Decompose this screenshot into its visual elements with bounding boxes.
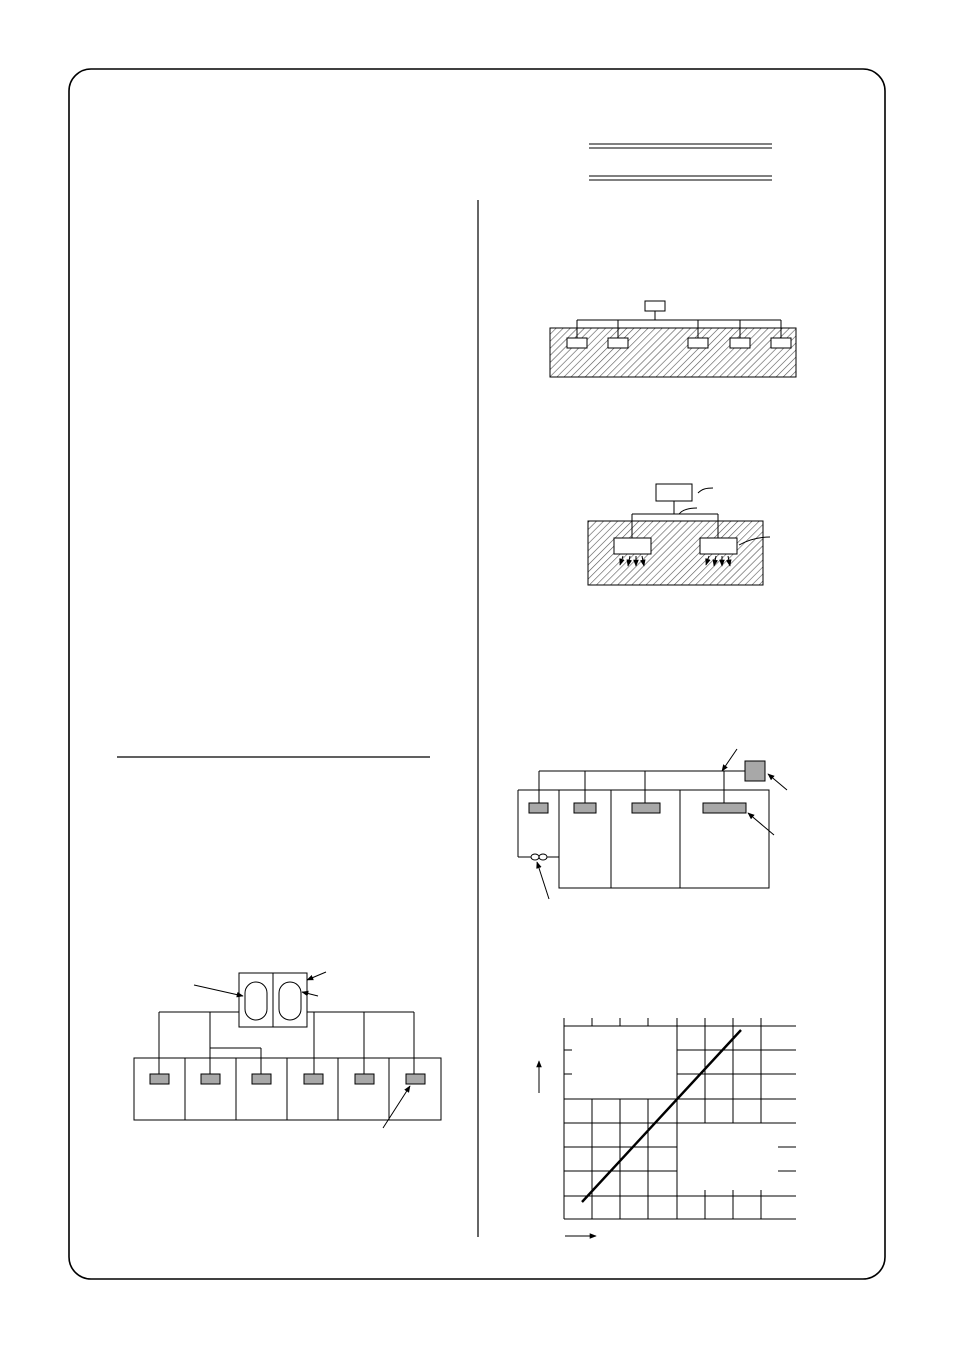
grid-upper-left [564,1018,677,1099]
duct-system-diagram [588,484,770,585]
unit-box [608,338,628,348]
outlet-box [150,1074,169,1084]
outlet-box [574,803,596,813]
grid-upper-right [677,1018,796,1219]
outlet-box [614,538,651,554]
central-unit [745,761,765,781]
outlet-box [201,1074,220,1084]
outlet-box [700,538,737,554]
grid-lower-right [677,1147,796,1219]
line-graph [539,1018,796,1236]
unit-box [730,338,750,348]
multi-unit-diagram [134,972,441,1128]
heading-rules [589,144,772,180]
fan-oval [245,982,267,1020]
unit-box [688,338,708,348]
trend-line [582,1030,741,1202]
air-handler-box [656,484,692,501]
unit-box [567,338,587,348]
outlet-box [406,1074,425,1084]
controller-box [645,301,665,311]
fan-oval [279,982,301,1020]
outlet-box [529,803,548,813]
outlet-box [703,803,746,813]
outlet-box [304,1074,323,1084]
fan-symbol [531,854,539,860]
zone-area [550,328,796,377]
outlet-box [632,803,660,813]
unit-box [771,338,791,348]
central-system-diagram [518,749,787,899]
page-border [69,69,885,1279]
outlet-box [355,1074,374,1084]
zone-system-diagram [550,301,796,377]
outlet-box [252,1074,271,1084]
